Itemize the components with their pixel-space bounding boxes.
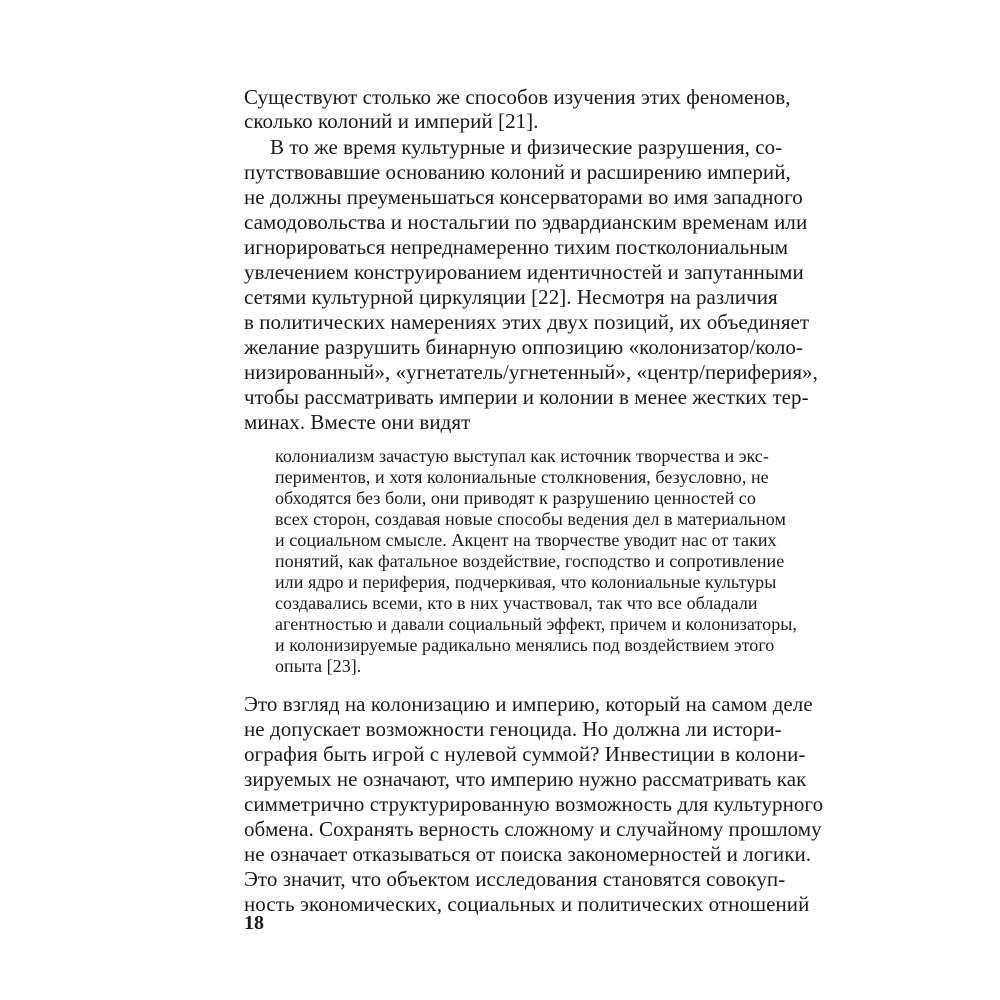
paragraph-2-line-9: желание разрушить бинарную оппозицию «колонизатор/коло- xyxy=(244,335,803,359)
block-quote-line-2: периментов, и хотя колониальные столкновения, безусловно, не xyxy=(275,467,769,487)
paragraph-2-line-3: не должны преуменьшаться консерваторами во имя западного xyxy=(244,185,803,209)
paragraph-2-line-6: увлечением конструированием идентичностей и запутанными xyxy=(244,260,804,284)
block-quote-line-5: и социальном смысле. Акцент на творчестве уводит нас от таких xyxy=(275,530,777,550)
block-quote-line-7: или ядро и периферия, подчеркивая, что колониальные культуры xyxy=(275,572,777,592)
block-quote-line-9: агентностью и давали социальный эффект, причем и колонизаторы, xyxy=(275,614,797,634)
block-quote-line-6: понятий, как фатальное воздействие, господство и сопротивление xyxy=(275,551,785,571)
paragraph-2-line-7: сетями культурной циркуляции [22]. Несмотря на различия xyxy=(244,285,778,309)
block-quote-line-10: и колонизируемые радикально менялись под воздействием этого xyxy=(275,635,775,655)
block-quote-line-3: обходятся без боли, они приводят к разрушению ценностей со xyxy=(275,488,756,508)
paragraph-3-line-2: не допускает возможности геноцида. Но должна ли истори- xyxy=(244,717,782,741)
block-quote-line-4: всех сторон, создавая новые способы ведения дел в материальном xyxy=(275,509,786,529)
block-quote-line-11: опыта [23]. xyxy=(275,656,362,676)
block-quote-line-8: создавались всеми, кто в них участвовал, так что все обладали xyxy=(275,593,758,613)
paragraph-1-line-2: сколько колоний и империй [21]. xyxy=(244,109,539,133)
page-number: 18 xyxy=(244,912,264,934)
paragraph-2-line-2: путствовавшие основанию колоний и расширению империй, xyxy=(244,160,791,184)
paragraph-3-line-4: зируемых не означают, что империю нужно рассматривать как xyxy=(244,767,807,791)
paragraph-2-line-4: самодовольства и ностальгии по эдвардианским временам или xyxy=(244,210,808,234)
paragraph-2-line-10: низированный», «угнетатель/угнетенный», «центр/периферия», xyxy=(244,360,818,384)
paragraph-3-line-5: симметрично структурированную возможность для культурного xyxy=(244,792,824,816)
paragraph-1-line-1: Существуют столько же способов изучения этих феноменов, xyxy=(244,85,791,109)
paragraph-3-line-3: ография быть игрой с нулевой суммой? Инвестиции в колони- xyxy=(244,742,806,766)
paragraph-2-line-11: чтобы рассматривать империи и колонии в менее жестких тер- xyxy=(244,385,809,409)
paragraph-2-line-1: В то же время культурные и физические разрушения, со- xyxy=(270,135,783,159)
paragraph-2-line-5: игнорироваться непреднамеренно тихим постколониальным xyxy=(244,235,789,259)
paragraph-3-line-9: ность экономических, социальных и политических отношений xyxy=(244,892,810,916)
paragraph-2-line-12: минах. Вместе они видят xyxy=(244,410,471,434)
paragraph-3-line-8: Это значит, что объектом исследования становятся совокуп- xyxy=(244,867,786,891)
paragraph-2-line-8: в политических намерениях этих двух позиций, их объединяет xyxy=(244,310,810,334)
block-quote-line-1: колониализм зачастую выступал как источник творчества и экс- xyxy=(275,446,769,466)
paragraph-3-line-1: Это взгляд на колонизацию и империю, который на самом деле xyxy=(244,692,813,716)
paragraph-3-line-7: не означает отказываться от поиска закономерностей и логики. xyxy=(244,842,812,866)
paragraph-3-line-6: обмена. Сохранять верность сложному и случайному прошлому xyxy=(244,817,822,841)
